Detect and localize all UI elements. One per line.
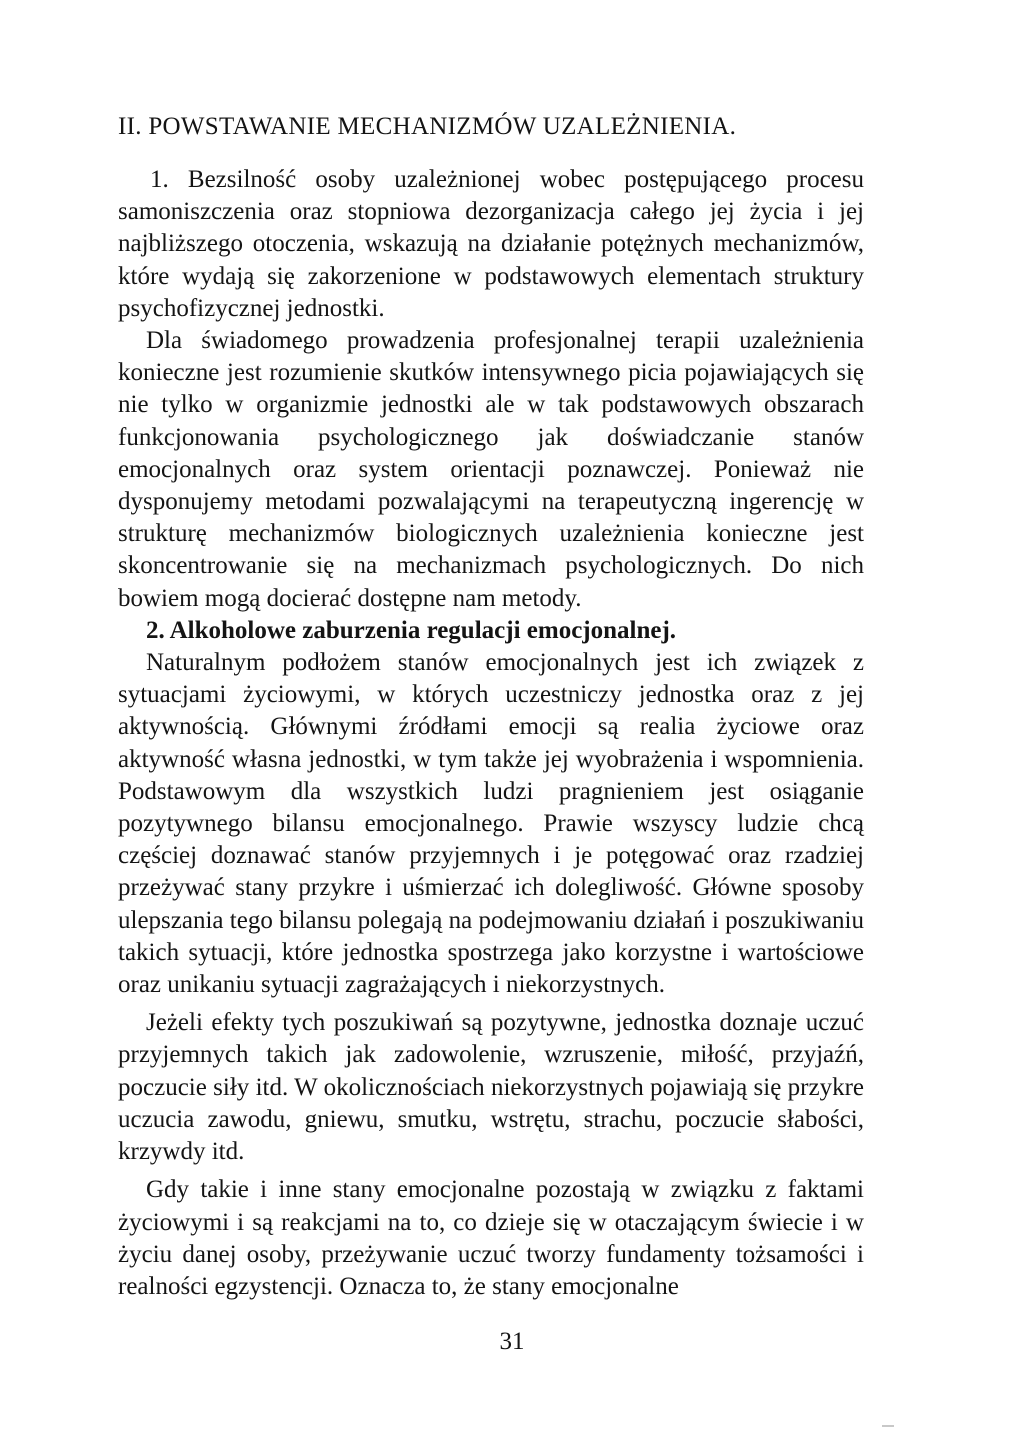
paragraph-4: Jeżeli efekty tych poszukiwań są pozytywne, jednostka doznaje uczuć przyjemnych takich jak zadowolenie, wzruszenie, miłość, przyjaźń, poczucie siły itd. W okolicznościach niekorzystnych pojawiają się przykre uczucia zawodu, gniewu, smutku, wstrętu, strachu, poczucie słabości, krzywdy itd. bbox=[118, 1009, 864, 1166]
chapter-heading: II. POWSTAWANIE MECHANIZMÓW UZALEŻNIENIA. bbox=[118, 113, 737, 140]
page-body bbox=[118, 112, 864, 1303]
paragraph-2: Dla świadomego prowadzenia profesjonalnej terapii uzależnienia konieczne jest rozumienie skutków intensywnego picia pojawiających się nie tylko w organizmie jednostki ale w tak podstawowych obszarach funkcjonowania psychologicznego jak doświadczanie stanów emocjonalnych oraz system orientacji poznawczej. Ponieważ nie dysponujemy metodami pozwalającymi na terapeutyczną ingerencję w strukturę mechanizmów biologicznych uzależnienia konieczne jest skoncentrowanie się na mechanizmach psychologicznych. Do nich bowiem mogą docierać dostępne nam metody. bbox=[118, 327, 864, 612]
paragraph-5: Gdy takie i inne stany emocjonalne pozostają w związku z faktami życiowymi i są reakcjami na to, co dzieje się w otaczającym świecie i w życiu danej osoby, przeżywanie uczuć tworzy fundamenty tożsamości i realności egzystencji. Oznacza to, że stany emocjonalne bbox=[118, 1176, 864, 1300]
page-number: 31 bbox=[499, 1328, 525, 1355]
paragraph-3: Naturalnym podłożem stanów emocjonalnych jest ich związek z sytuacjami życiowymi, w których uczestniczy jednostka oraz z jej aktywnością. Głównymi źródłami emocji są realia życiowe oraz aktywność własna jednostki, w tym także jej wyobrażenia i wspomnienia. Podstawowym dla wszystkich ludzi pragnieniem jest osiąganie pozytywnego bilansu emocjonalnego. Prawie wszyscy ludzie chcą częściej doznawać stanów przyjemnych i je potęgować oraz rzadziej przeżywać stany przykre i uśmierzać ich dolegliwość. Główne sposoby ulepszania tego bilansu polegają na podejmowaniu działań i poszukiwaniu takich sytuacji, które jednostka spostrzega jako korzystne i wartościowe oraz unikaniu sytuacji zagrażających i niekorzystnych. bbox=[118, 649, 864, 999]
section-heading: 2. Alkoholowe zaburzenia regulacji emocjonalnej. bbox=[146, 616, 677, 644]
scan-speck bbox=[882, 1425, 894, 1427]
paragraph-1: 1. Bezsilność osoby uzależnionej wobec postępującego procesu samoniszczenia oraz stopniowa dezorganizacja całego jej życia i jej najbliższego otoczenia, wskazują na działanie potężnych mechanizmów, które wydają się zakorzenione w podstawowych elementach struktury psychofizycznej jednostki. bbox=[118, 166, 864, 322]
